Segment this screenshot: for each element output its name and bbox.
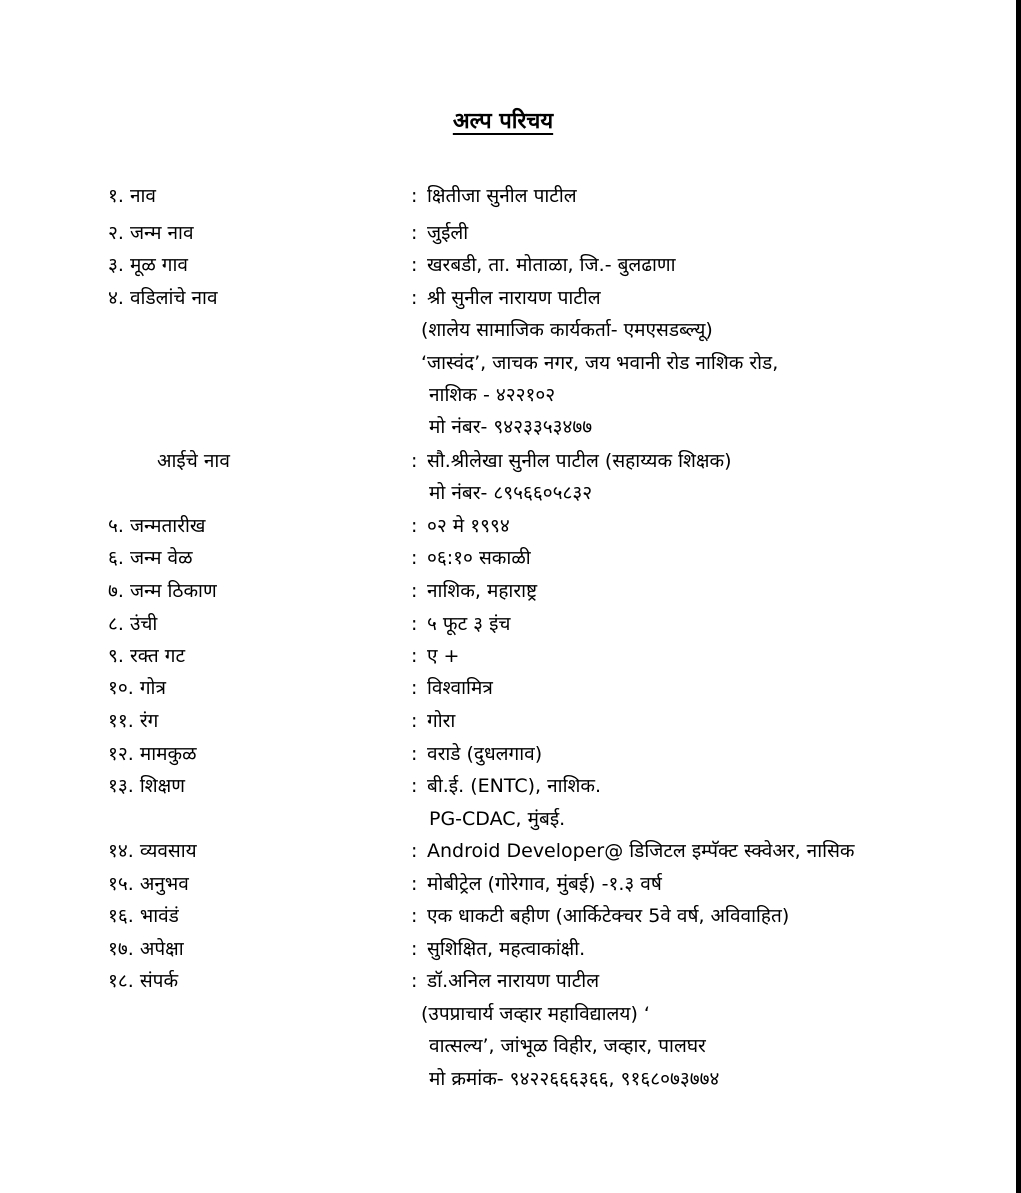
field-colon: :	[411, 743, 418, 765]
field-value: बी.ई. (ENTC), नाशिक.	[427, 775, 602, 797]
continuation-line: वात्सल्य’, जांभूळ विहीर, जव्हार, पालघर	[429, 1035, 706, 1057]
field-value: क्षितीजा सुनील पाटील	[427, 185, 577, 207]
field-value: जुईली	[427, 222, 469, 244]
field-value: ए +	[427, 645, 460, 667]
field-value: गोरा	[427, 710, 456, 732]
field-value: नाशिक, महाराष्ट्र	[427, 580, 538, 602]
field-label: ५. जन्मतारीख	[108, 515, 206, 537]
field-label: ९. रक्त गट	[108, 645, 186, 667]
field-label: ४. वडिलांचे नाव	[108, 287, 218, 309]
field-value: खरबडी, ता. मोताळा, जि.- बुलढाणा	[427, 254, 676, 276]
field-colon: :	[411, 613, 418, 635]
field-colon: :	[411, 840, 418, 862]
field-colon: :	[411, 645, 418, 667]
field-label: १३. शिक्षण	[108, 775, 186, 797]
field-colon: :	[411, 580, 418, 602]
continuation-line: मो क्रमांक- ९४२२६६६३६६, ९१६८०७३७७४	[429, 1068, 720, 1090]
field-label: २. जन्म नाव	[108, 222, 194, 244]
continuation-line: मो नंबर- ९४२३३५३४७७	[429, 416, 593, 438]
field-value: ०२ मे १९९४	[427, 515, 510, 537]
field-colon: :	[411, 677, 418, 699]
field-colon: :	[411, 775, 418, 797]
field-colon: :	[411, 938, 418, 960]
field-label: ११. रंग	[108, 710, 159, 732]
continuation-line: ‘जास्वंद’, जाचक नगर, जय भवानी रोड नाशिक रोड,	[421, 352, 779, 374]
field-colon: :	[411, 287, 418, 309]
field-label: ७. जन्म ठिकाण	[108, 580, 217, 602]
field-label: १४. व्यवसाय	[108, 840, 197, 862]
continuation-line: नाशिक - ४२२१०२	[429, 384, 556, 406]
field-label: १८. संपर्क	[108, 970, 179, 992]
field-label: ८. उंची	[108, 613, 158, 635]
field-label: आईचे नाव	[157, 450, 230, 472]
field-colon: :	[411, 185, 418, 207]
continuation-line: (उपप्राचार्य जव्हार महाविद्यालय) ‘	[421, 1003, 650, 1025]
field-colon: :	[411, 873, 418, 895]
field-label: १२. मामकुळ	[108, 743, 197, 765]
field-label: १. नाव	[108, 185, 156, 207]
continuation-line: मो नंबर- ८९५६६०५८३२	[429, 482, 593, 504]
document-title: अल्प परिचय	[452, 109, 554, 134]
field-colon: :	[411, 970, 418, 992]
field-value: सुशिक्षित, महत्वाकांक्षी.	[427, 938, 586, 960]
field-value: मोबीट्रेल (गोरेगाव, मुंबई) -१.३ वर्ष	[427, 873, 662, 895]
field-label: ३. मूळ गाव	[108, 254, 188, 276]
field-colon: :	[411, 905, 418, 927]
field-label: १७. अपेक्षा	[108, 938, 184, 960]
field-label: १६. भावंडं	[108, 905, 179, 927]
field-value: सौ.श्रीलेखा सुनील पाटील (सहाय्यक शिक्षक)	[427, 450, 732, 472]
field-colon: :	[411, 450, 418, 472]
field-colon: :	[411, 710, 418, 732]
field-value: ५ फूट ३ इंच	[427, 613, 511, 635]
field-colon: :	[411, 254, 418, 276]
field-value: एक धाकटी बहीण (आर्किटेक्चर 5वे वर्ष, अविवाहित)	[427, 905, 790, 927]
continuation-line: (शालेय सामाजिक कार्यकर्ता- एमएसडब्ल्यू)	[421, 319, 713, 341]
field-value: विश्वामित्र	[427, 677, 493, 699]
field-colon: :	[411, 222, 418, 244]
field-label: ६. जन्म वेळ	[108, 547, 193, 569]
field-value: वराडे (दुधलगाव)	[427, 743, 543, 765]
field-colon: :	[411, 547, 418, 569]
field-label: १०. गोत्र	[108, 677, 166, 699]
field-value: श्री सुनील नारायण पाटील	[427, 287, 601, 309]
field-value: ०६:१० सकाळी	[427, 547, 531, 569]
field-value: डॉ.अनिल नारायण पाटील	[427, 970, 600, 992]
continuation-line: PG-CDAC, मुंबई.	[429, 808, 566, 830]
field-value: Android Developer@ डिजिटल इम्पॅक्ट स्क्वेअर, नासिक	[427, 840, 855, 862]
field-colon: :	[411, 515, 418, 537]
page-right-edge	[1016, 0, 1021, 1193]
field-label: १५. अनुभव	[108, 873, 189, 895]
